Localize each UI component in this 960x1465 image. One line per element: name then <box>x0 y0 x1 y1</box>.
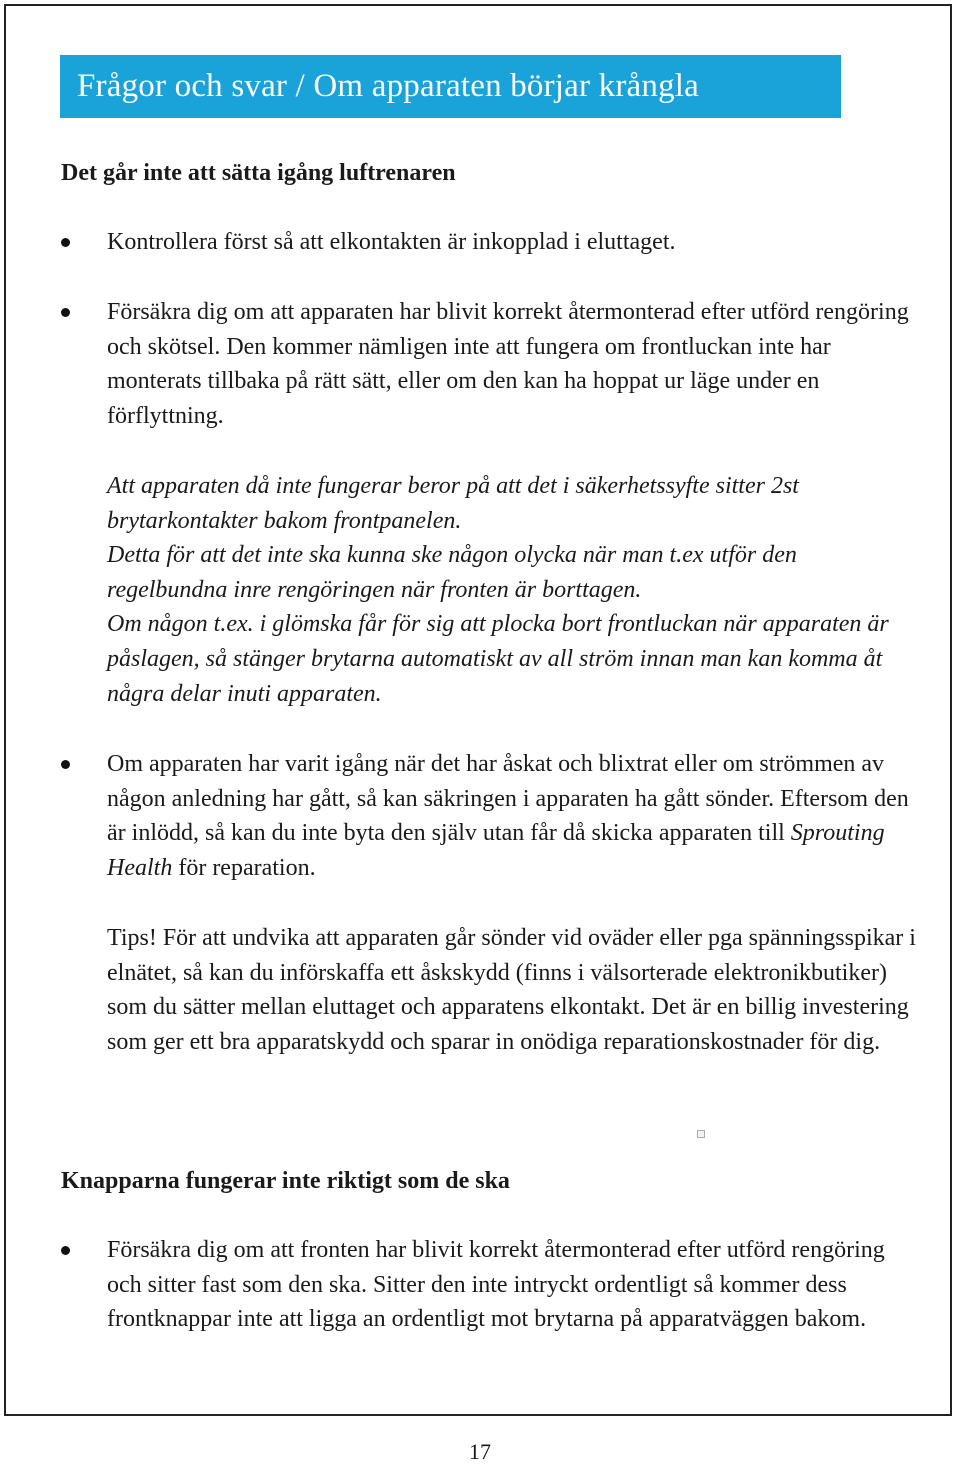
tips-text <box>107 921 917 1059</box>
bullet-fuse <box>107 747 917 885</box>
tips-body: För att undvika att apparaten går sönder vid oväder eller pga spänningsspikar i elnätet, så kan du införskaffa ett åskskydd (finns i välsorterade elektronikbutiker) som du sätter mellan eluttaget och apparatens elkontakt. Det är en billig investering som ger ett bra apparatskydd och sparar in onödiga reparationskostnader för dig. <box>107 925 916 1055</box>
bullet-text: Försäkra dig om att apparaten har blivit korrekt återmonterad efter utförd rengöring och skötsel. Den kommer nämligen inte att fungera om frontluckan inte har monterats tillbaka på rätt sätt, eller om den kan ha hoppat ur läge under en förflyttning. <box>107 299 909 429</box>
bullet-dot <box>61 1246 70 1255</box>
bullet-check-outlet <box>107 225 917 260</box>
bullet-reassembly <box>107 295 917 433</box>
page-number: 17 <box>469 1439 491 1464</box>
title-banner <box>60 55 841 118</box>
bullet-text: Kontrollera först så att elkontakten är inkopplad i eluttaget. <box>107 229 676 255</box>
bullet-front-fit <box>107 1233 917 1337</box>
page-title: Frågor och svar / Om apparaten börjar krångla <box>77 68 700 104</box>
safety-note-line: Om någon t.ex. i glömska får för sig att plocka bort frontluckan när apparaten är påslagen, så stänger brytarna automatiskt av all ström innan man kan komma åt några delar inuti apparaten. <box>107 611 889 707</box>
bullet-dot <box>61 760 70 769</box>
bullet-text-part: för reparation. <box>172 854 316 881</box>
brand-name: Sprouting Health <box>107 820 885 881</box>
bullet-text: Försäkra dig om att fronten har blivit korrekt återmonterad efter utförd rengöring och sitter fast som den ska. Sitter den inte intryckt ordentligt så kommer dess frontknappar inte att ligga an ordentligt mot brytarna på apparatväggen bakom. <box>107 1237 885 1333</box>
section-heading-buttons: Knapparna fungerar inte riktigt som de ska <box>61 1168 510 1194</box>
bullet-text <box>107 747 917 885</box>
section-heading-start-problem: Det går inte att sätta igång luftrenaren <box>61 160 456 186</box>
tips-block <box>107 921 917 1059</box>
bullet-dot <box>61 308 70 317</box>
bullet-text-part: Om apparaten har varit igång när det har åskat och blixtrat eller om strömmen av någon anledning har gått, så kan säkringen i apparaten ha gått sönder. Eftersom den är inlödd, så kan du inte byta den själv utan får då skicka apparaten till <box>107 751 909 847</box>
safety-note-line: Detta för att det inte ska kunna ske någon olycka när man t.ex utför den regelbundna inre rengöringen när fronten är borttagen. <box>107 542 797 603</box>
bullet-dot <box>61 238 70 247</box>
small-square-mark <box>697 1130 705 1138</box>
safety-note-line: Att apparaten då inte fungerar beror på att det i säkerhetssyfte sitter 2st brytarkontakter bakom frontpanelen. <box>107 473 799 534</box>
safety-note <box>107 469 917 711</box>
tips-label: Tips! <box>107 925 157 951</box>
